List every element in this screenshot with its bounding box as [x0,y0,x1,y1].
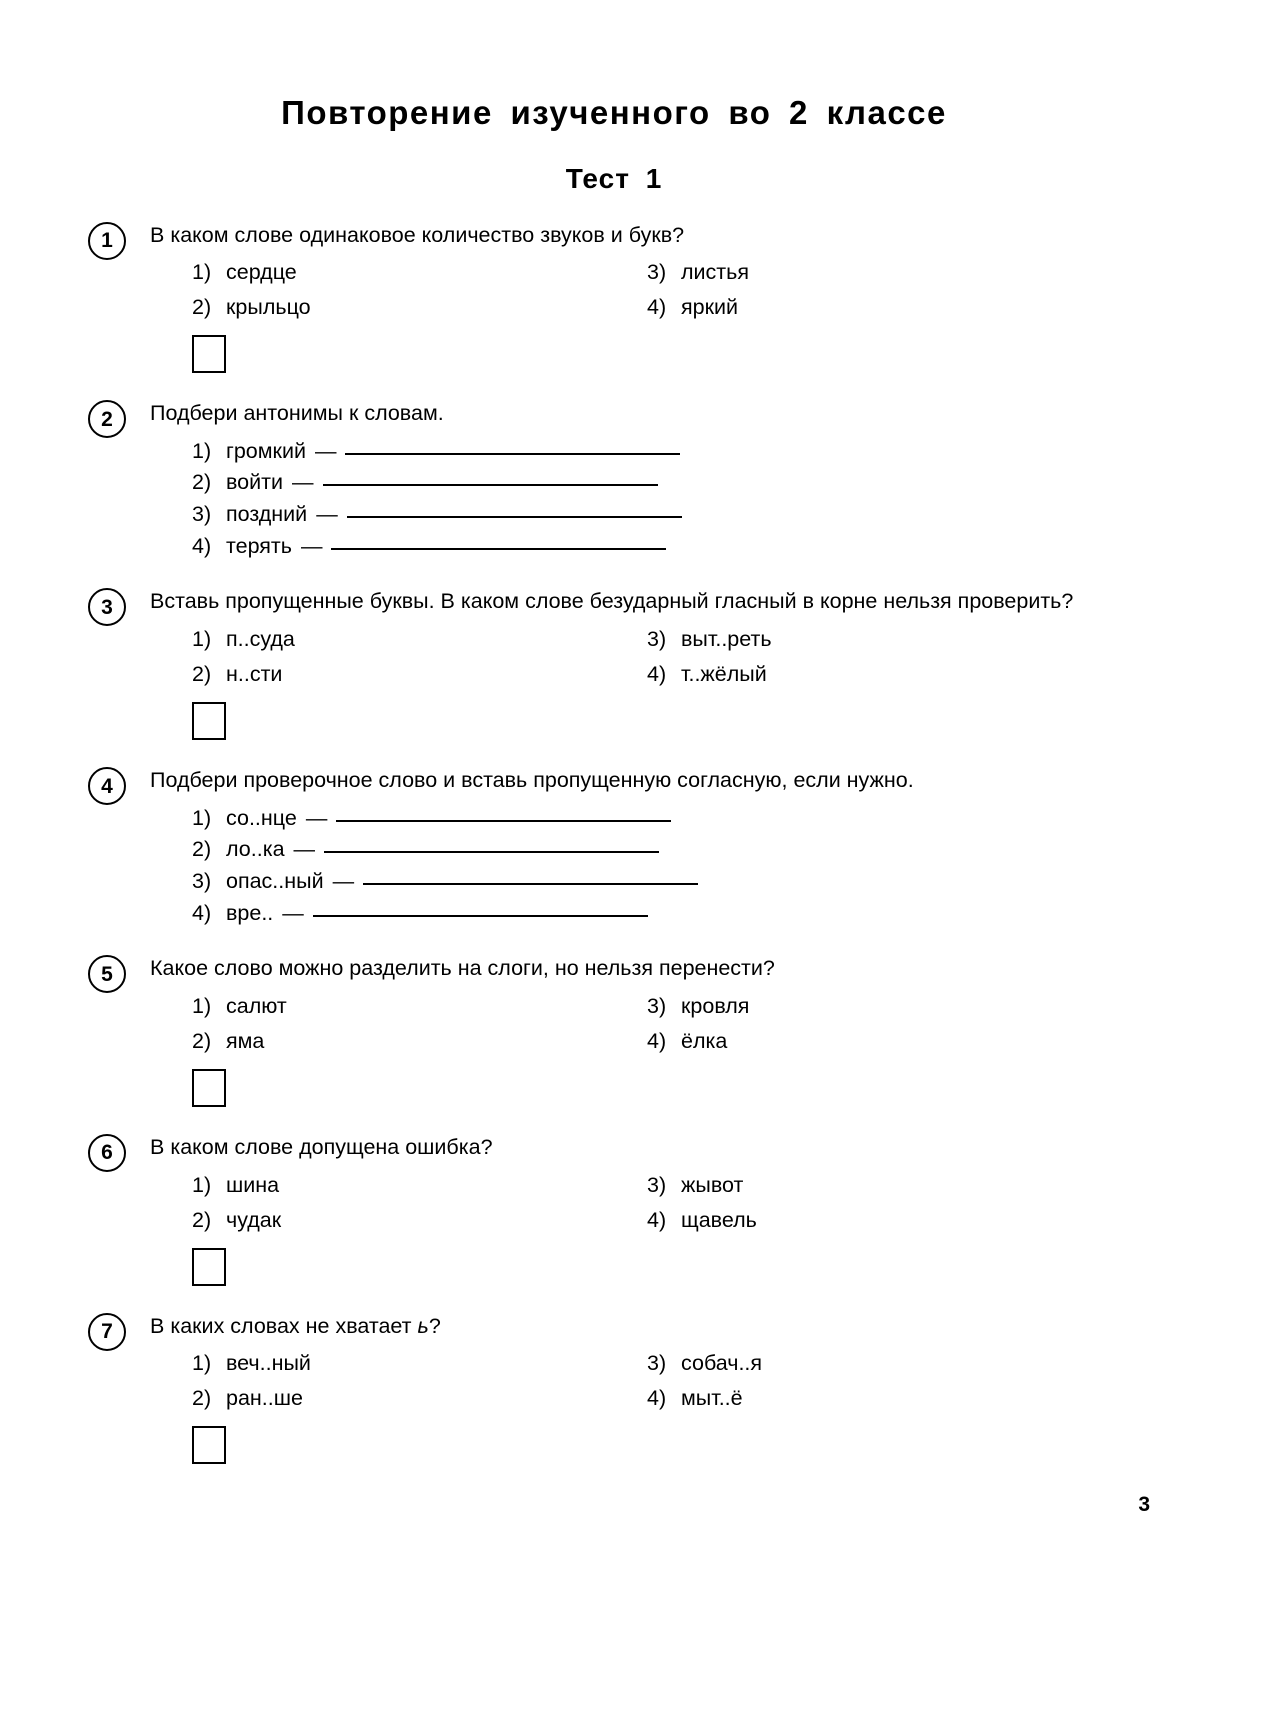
page-number: 3 [1138,1493,1150,1516]
option-2[interactable] [192,293,647,322]
option-marker: 2) [192,1386,212,1411]
question-number-badge: 5 [88,955,126,993]
item-dash: — [332,868,355,893]
question-prompt: В каком слове одинаковое количество звуков и букв? [150,222,685,247]
option-marker: 3) [647,1351,667,1376]
prompt-part-after: ? [428,1313,441,1338]
write-in-line[interactable] [336,820,671,822]
option-marker: 2) [192,1207,212,1232]
option-marker: 1) [192,260,212,285]
question-number-badge: 7 [88,1313,126,1351]
option-marker: 1) [192,1172,212,1197]
option-label: сердце [226,260,297,285]
option-label: чудак [226,1207,282,1232]
option-1[interactable] [192,258,647,287]
question-prompt: В каком слове допущена ошибка? [150,1134,493,1159]
item-dash: — [292,470,314,495]
option-2[interactable] [192,1027,647,1056]
option-label: веч..ный [226,1351,311,1376]
option-label: жывот [681,1172,744,1197]
soft-sign-letter: ь [417,1313,429,1338]
write-in-line[interactable] [323,484,658,486]
option-4[interactable] [647,660,1140,689]
option-marker: 4) [647,1028,667,1053]
question-prompt: Какое слово можно разделить на слоги, но нельзя перенести? [150,956,775,981]
item-marker: 1) [192,438,212,463]
question-number-badge: 6 [88,1134,126,1172]
question-1 [88,221,1140,374]
option-label: ёлка [681,1028,728,1053]
fill-in-row-2 [192,835,1140,865]
item-word: ло..ка [226,837,285,862]
option-marker: 2) [192,295,212,320]
question-7 [88,1312,1140,1465]
item-dash: — [293,837,316,862]
option-label: листья [681,260,749,285]
page-title: Повторение изученного во 2 классе [281,94,947,131]
option-3[interactable] [647,258,1140,287]
item-marker: 1) [192,805,212,830]
fill-in-row-3 [192,867,1140,897]
question-prompt: Подбери проверочное слово и вставь пропущенную согласную, если нужно. [150,768,914,793]
option-marker: 1) [192,993,212,1018]
write-in-line[interactable] [345,453,680,455]
item-marker: 4) [192,533,212,558]
option-marker: 3) [647,1172,667,1197]
option-4[interactable] [647,1384,1140,1413]
question-number-badge: 3 [88,588,126,626]
option-label: п..суда [226,627,295,652]
item-word: опас..ный [226,868,324,893]
fill-in-list [150,804,1140,929]
option-3[interactable] [647,1349,1140,1378]
fill-in-row-4 [192,899,1140,929]
option-4[interactable] [647,293,1140,322]
option-1[interactable] [192,625,647,654]
answer-options [150,258,1140,322]
option-label: н..сти [226,662,283,687]
item-marker: 2) [192,837,212,862]
fill-in-row-1 [192,437,1140,467]
option-marker: 3) [647,993,667,1018]
question-prompt: Подбери антонимы к словам. [150,401,444,426]
item-marker: 3) [192,868,212,893]
item-word: со..нце [226,805,297,830]
answer-options [150,992,1140,1056]
option-3[interactable] [647,625,1140,654]
option-marker: 4) [647,1386,667,1411]
write-in-line[interactable] [347,516,682,518]
item-marker: 3) [192,502,212,527]
option-label: щавель [681,1207,757,1232]
question-number-badge: 1 [88,222,126,260]
page-subtitle: Тест 1 [565,162,663,194]
option-label: яркий [681,295,739,320]
option-label: мыт..ё [681,1386,743,1411]
item-word: поздний [226,502,308,527]
answer-box[interactable] [192,1426,226,1464]
option-marker: 4) [647,295,667,320]
question-3 [88,587,1140,740]
question-4 [88,766,1140,928]
item-marker: 4) [192,900,212,925]
item-dash: — [314,438,337,463]
option-1[interactable] [192,1171,647,1200]
option-2[interactable] [192,1384,647,1413]
fill-in-row-4 [192,532,1140,562]
answer-box[interactable] [192,335,226,373]
answer-options [150,1349,1140,1413]
question-prompt [150,1312,1140,1341]
option-3[interactable] [647,992,1140,1021]
option-label: ран..ше [226,1386,303,1411]
answer-options [150,1171,1140,1235]
fill-in-row-2 [192,468,1140,498]
option-label: собач..я [681,1351,763,1376]
option-3[interactable] [647,1171,1140,1200]
option-marker: 4) [647,662,667,687]
item-word: войти [226,470,284,495]
fill-in-row-3 [192,500,1140,530]
option-label: выт..реть [681,627,772,652]
option-4[interactable] [647,1206,1140,1235]
fill-in-row-1 [192,804,1140,834]
write-in-line[interactable] [331,548,666,550]
question-number-badge: 4 [88,767,126,805]
option-label: кровля [681,993,750,1018]
answer-box[interactable] [192,1248,226,1286]
option-label: шина [226,1172,280,1197]
question-5 [88,954,1140,1107]
write-in-line[interactable] [313,915,648,917]
option-marker: 2) [192,1028,212,1053]
option-4[interactable] [647,1027,1140,1056]
option-label: т..жёлый [681,662,767,687]
option-2[interactable] [192,660,647,689]
item-marker: 2) [192,470,212,495]
option-marker: 1) [192,1351,212,1376]
option-label: крыльцо [226,295,311,320]
item-word: вре.. [226,900,274,925]
item-dash: — [305,805,328,830]
option-1[interactable] [192,1349,647,1378]
item-dash: — [300,533,323,558]
option-label: салют [226,993,287,1018]
option-marker: 3) [647,260,667,285]
option-marker: 1) [192,627,212,652]
option-label: яма [226,1028,265,1053]
fill-in-list [150,437,1140,562]
question-prompt: Вставь пропущенные буквы. В каком слове безударный гласный в корне нельзя проверить? [150,589,1074,614]
option-marker: 2) [192,662,212,687]
option-2[interactable] [192,1206,647,1235]
question-2 [88,399,1140,561]
answer-box[interactable] [192,702,226,740]
question-number-badge: 2 [88,400,126,438]
question-6 [88,1133,1140,1286]
write-in-line[interactable] [324,851,659,853]
write-in-line[interactable] [363,883,698,885]
option-1[interactable] [192,992,647,1021]
answer-box[interactable] [192,1069,226,1107]
option-marker: 3) [647,627,667,652]
item-word: терять [226,533,292,558]
item-word: громкий [226,438,306,463]
answer-options [150,625,1140,689]
option-marker: 4) [647,1207,667,1232]
item-dash: — [282,900,304,925]
item-dash: — [316,502,338,527]
prompt-part-before: В каких словах не хватает [150,1313,418,1338]
